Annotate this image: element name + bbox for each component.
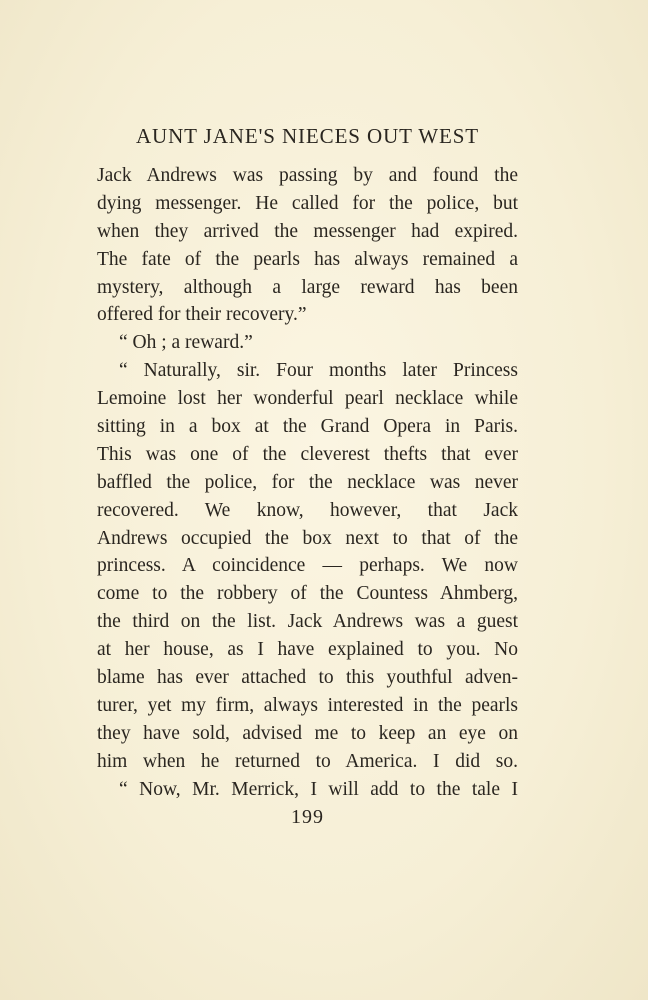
page-number: 199 [291,806,324,828]
text-line: “ Naturally, sir. Four months later Princess [119,360,518,382]
text-line: mystery, although a large reward has been [97,276,518,298]
text-line: “ Now, Mr. Merrick, I will add to the tale I [119,778,518,800]
text-line: at her house, as I have explained to you. No [97,639,518,661]
text-line: baffled the police, for the necklace was never [97,471,518,493]
text-line: come to the robbery of the Countess Ahmberg, [97,583,518,605]
text-line: when they arrived the messenger had expired. [97,220,518,242]
text-line: princess. A coincidence — perhaps. We now [97,555,518,577]
text-line: Andrews occupied the box next to that of the [97,527,518,549]
running-head: AUNT JANE'S NIECES OUT WEST [135,124,480,148]
text-line: sitting in a box at the Grand Opera in Paris. [97,416,518,438]
text-line: dying messenger. He called for the police, but [97,192,518,214]
text-line: offered for their recovery.” [97,304,307,326]
body-text [97,162,518,803]
text-line: Jack Andrews was passing by and found the [97,165,518,186]
text-line: Lemoine lost her wonderful pearl necklace while [97,388,518,410]
text-line: The fate of the pearls has always remained a [97,248,518,270]
text-line: “ Oh ; a reward.” [119,332,253,354]
text-line: turer, yet my firm, always interested in the pearls [97,694,518,716]
text-line: blame has ever attached to this youthful adven- [97,667,518,689]
text-line: This was one of the cleverest thefts that ever [97,443,518,465]
text-line: the third on the list. Jack Andrews was a guest [97,611,518,633]
text-line: recovered. We know, however, that Jack [97,499,518,521]
text-line: they have sold, advised me to keep an eye on [97,722,518,744]
text-line: him when he returned to America. I did so. [97,750,518,772]
